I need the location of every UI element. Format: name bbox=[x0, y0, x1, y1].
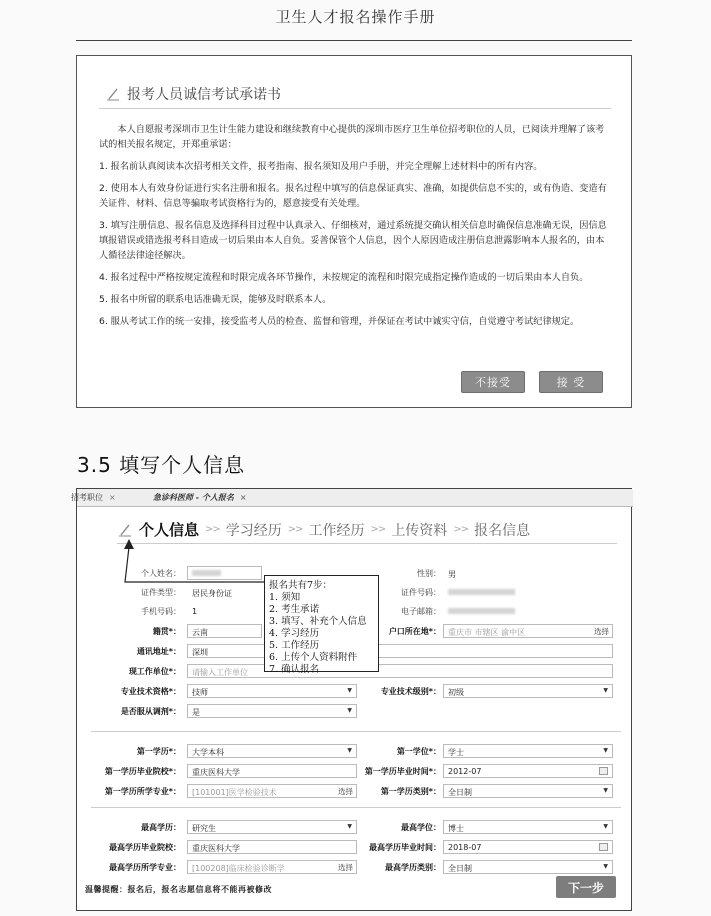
step-education[interactable]: 学习经历 bbox=[225, 522, 282, 539]
first-degree-label: 第一学历*： bbox=[136, 747, 181, 756]
top-degree-label: 最高学历： bbox=[141, 823, 181, 832]
first-degree-select[interactable]: 大学本科 ▼ bbox=[187, 744, 357, 758]
chevron-down-icon: ▼ bbox=[347, 823, 352, 830]
top-school-input[interactable]: 重庆医科大学 bbox=[187, 840, 357, 854]
chevron-down-icon: ▼ bbox=[347, 687, 352, 694]
id-type-value: 居民身份证 bbox=[187, 585, 262, 599]
top-grad-time-input[interactable]: 2018-07 bbox=[443, 840, 613, 854]
chevron-down-icon: ▼ bbox=[347, 747, 352, 754]
top-major-input[interactable]: [100208]临床检验诊断学 选择 bbox=[187, 860, 357, 874]
first-major-input[interactable]: [101001]医学检验技术 选择 bbox=[187, 784, 357, 798]
top-type-label: 最高学历类别： bbox=[385, 863, 441, 872]
hukou-input[interactable]: 重庆市 市辖区 渝中区 选择 bbox=[443, 624, 613, 638]
phone-label: 手机号码： bbox=[141, 607, 181, 616]
hukou-label: 户口所在地*： bbox=[388, 627, 441, 636]
id-type-label: 证件类型： bbox=[141, 588, 181, 597]
chevron-down-icon: ▼ bbox=[603, 823, 608, 830]
header-divider bbox=[76, 40, 632, 41]
step-registration[interactable]: 报名信息 bbox=[474, 522, 531, 539]
chevron-down-icon: ▼ bbox=[603, 687, 608, 694]
calendar-icon[interactable] bbox=[599, 843, 608, 851]
step-upload[interactable]: 上传资料 bbox=[391, 522, 448, 539]
top-major-label: 最高学历所学专业： bbox=[109, 863, 181, 872]
top-school-label: 最高学历毕业院校： bbox=[109, 843, 181, 852]
first-school-label: 第一学历毕业院校*： bbox=[104, 767, 181, 776]
native-place-label: 籍贯*： bbox=[152, 627, 181, 636]
tech-level-select[interactable]: 初级 ▼ bbox=[443, 684, 613, 698]
pledge-item: 2. 使用本人有效身份证进行实名注册和报名。报名过程中填写的信息保证真实、准确，如提供信息不实的，或有伪造、变造有关证件、材料、信息等骗取考试资格行为的，愿意接受有关处理。 bbox=[99, 183, 607, 209]
annotation-line: 5. 工作经历 bbox=[269, 640, 320, 651]
pledge-intro: 本人自愿报考深圳市卫生计生能力建设和继续教育中心提供的深圳市医疗卫生单位招考职位的人员，已阅读并理解了该考试的相关报名规定，开郑重承诺： bbox=[99, 124, 605, 150]
accept-button[interactable]: 接 受 bbox=[539, 371, 603, 393]
pledge-title: 报考人员诚信考试承诺书 bbox=[127, 87, 281, 103]
next-step-button[interactable]: 下一步 bbox=[556, 876, 616, 898]
pledge-item: 5. 报名中所留的联系电话准确无误，能够及时联系本人。 bbox=[99, 294, 332, 305]
pledge-item: 6. 服从考试工作的统一安排，接受监考人员的检查、监督和管理，并保证在考试中诚实守信，自觉遵守考试纪律规定。 bbox=[99, 316, 580, 327]
work-unit-label: 现工作单位*： bbox=[128, 667, 181, 676]
tab-bar bbox=[71, 489, 633, 507]
first-grad-time-label: 第一学历毕业时间*： bbox=[364, 767, 441, 776]
group-divider bbox=[91, 731, 621, 732]
annotation-line: 6. 上传个人资料附件 bbox=[269, 652, 358, 663]
annotation-line: 2. 考生承诺 bbox=[269, 604, 320, 615]
step-separator: >> bbox=[453, 524, 469, 535]
chevron-down-icon: ▼ bbox=[347, 707, 352, 714]
phone-value: 1 bbox=[187, 604, 262, 618]
first-school-input[interactable]: 重庆医科大学 bbox=[187, 764, 357, 778]
pencil-icon bbox=[117, 523, 133, 537]
first-type-label: 第一学历类别*： bbox=[380, 787, 441, 796]
address-label: 通讯地址*： bbox=[136, 647, 181, 656]
name-label: 个人姓名： bbox=[141, 569, 181, 578]
annotation-line: 报名共有7步： bbox=[269, 580, 333, 591]
annotation-line: 4. 学习经历 bbox=[269, 628, 320, 639]
first-major-label: 第一学历所学专业*： bbox=[104, 787, 181, 796]
id-no-label: 证件号码： bbox=[401, 588, 441, 597]
tab-positions[interactable]: 招考职位 × bbox=[71, 493, 116, 502]
step-separator: >> bbox=[205, 524, 220, 535]
tab-personal-registration[interactable]: 急诊科医师 - 个人报名 × bbox=[153, 493, 247, 502]
top-academic-degree-select[interactable]: 博士 ▼ bbox=[443, 820, 613, 834]
pledge-panel bbox=[76, 55, 632, 408]
pledge-item: 4. 报名过程中严格按规定流程和时限完成各环节操作，未按规定的流程和时限完成指定操作造成的一切后果由本人自负。 bbox=[99, 272, 589, 283]
group-divider bbox=[91, 807, 621, 808]
chevron-down-icon: ▼ bbox=[603, 863, 608, 870]
chevron-down-icon: ▼ bbox=[603, 747, 608, 754]
tech-level-label: 专业技术级别*： bbox=[380, 687, 441, 696]
gender-value: 男 bbox=[443, 566, 613, 580]
top-grad-time-label: 最高学历毕业时间： bbox=[369, 843, 441, 852]
address-input[interactable]: 深圳 bbox=[187, 644, 613, 658]
first-major-select-button[interactable]: 选择 bbox=[338, 787, 353, 796]
manual-title: 卫生人才报名操作手册 bbox=[275, 8, 436, 26]
pledge-body bbox=[99, 122, 611, 336]
gender-label: 性别： bbox=[417, 569, 441, 578]
email-label: 电子邮箱： bbox=[401, 607, 441, 616]
email-value bbox=[443, 604, 613, 618]
top-type-select[interactable]: 全日制 ▼ bbox=[443, 860, 613, 874]
first-type-select[interactable]: 全日制 ▼ bbox=[443, 784, 613, 798]
pledge-item: 1. 报名前认真阅读本次招考相关文件，报考指南、报名须知及用户手册，并完全理解上述材料中的所有内容。 bbox=[99, 161, 543, 172]
annotation-line: 1. 须知 bbox=[269, 592, 301, 603]
first-academic-degree-label: 第一学位*： bbox=[396, 747, 441, 756]
top-academic-degree-label: 最高学位： bbox=[401, 823, 441, 832]
top-degree-select[interactable]: 研究生 ▼ bbox=[187, 820, 357, 834]
reject-button[interactable]: 不接受 bbox=[461, 371, 525, 393]
pledge-buttons bbox=[461, 371, 603, 393]
annotation-line: 3. 填写、补充个人信息 bbox=[269, 616, 367, 627]
annotation-line: 7. 确认报名 bbox=[269, 664, 320, 675]
pencil-icon bbox=[105, 87, 121, 101]
close-icon[interactable]: × bbox=[239, 493, 247, 502]
step-separator: >> bbox=[287, 524, 303, 535]
native-place-select[interactable]: 云南 bbox=[187, 624, 262, 638]
id-no-value bbox=[443, 585, 613, 599]
pledge-item: 3. 填写注册信息、报名信息及选择科目过程中认真录入、仔细核对，通过系统提交确认相关信息时确保信息准确无误，因信息填报错误或错选报考科目造成一切后果由本人自负。妥善保管个人信息，因个人原因造成注册信息泄露影响本人报名的，由本人循径法律途径解决。 bbox=[99, 220, 607, 261]
steps-annotation bbox=[264, 575, 379, 675]
chevron-down-icon: ▼ bbox=[603, 787, 608, 794]
personal-info-form bbox=[71, 488, 632, 911]
adjust-select[interactable]: 是 ▼ bbox=[187, 704, 357, 718]
adjust-label: 是否服从调剂*： bbox=[120, 707, 181, 716]
pledge-divider bbox=[99, 108, 611, 109]
calendar-icon[interactable] bbox=[599, 767, 608, 775]
first-academic-degree-select[interactable]: 学士 ▼ bbox=[443, 744, 613, 758]
top-major-select-button[interactable]: 选择 bbox=[338, 863, 353, 872]
reminder-text: 温馨提醒：报名后，报名志愿信息将不能再被修改 bbox=[85, 885, 272, 894]
hukou-select-button[interactable]: 选择 bbox=[594, 627, 609, 636]
step-separator: >> bbox=[370, 524, 386, 535]
work-unit-input[interactable]: 请输入工作单位 bbox=[187, 664, 613, 678]
step-personal-info[interactable]: 个人信息 bbox=[139, 521, 200, 539]
tech-qualification-select[interactable]: 技师 ▼ bbox=[187, 684, 357, 698]
first-grad-time-input[interactable]: 2012-07 bbox=[443, 764, 613, 778]
step-navigation bbox=[117, 519, 530, 540]
tech-qualification-label: 专业技术资格*： bbox=[120, 687, 181, 696]
close-icon[interactable]: × bbox=[109, 493, 116, 502]
section-heading: 3.5 填写个人信息 bbox=[77, 453, 246, 477]
step-work[interactable]: 工作经历 bbox=[308, 522, 365, 539]
name-input[interactable] bbox=[187, 566, 262, 580]
pledge-title-row bbox=[105, 84, 281, 104]
